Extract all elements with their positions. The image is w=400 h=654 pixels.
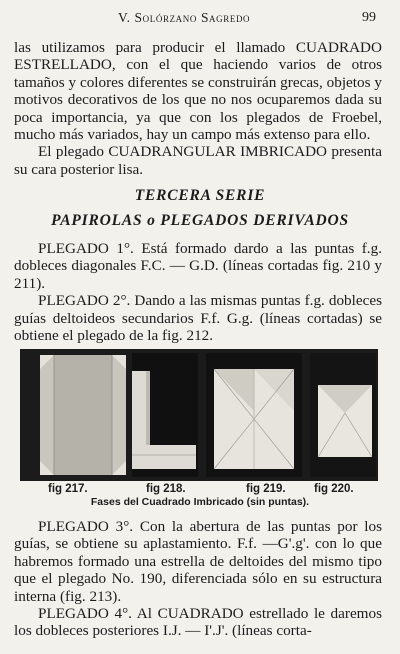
- paragraph-plegado-2: PLEGADO 2°. Dando a las mismas puntas f.g. dobleces guías deltoideos secundarios F.f. G.g. (líneas cortadas) se obtiene el plegado de la fig. 212.: [14, 292, 382, 345]
- figure-217-image: [40, 355, 126, 475]
- series-title: TERCERA SERIE: [134, 187, 266, 204]
- figure-label-217: fig 217.: [48, 483, 88, 495]
- middle-text: [14, 240, 382, 344]
- paragraph-plegado-4: PLEGADO 4°. Al CUADRADO estrellado le daremos los dobleces posteriores I.J. — I'.J'. (líneas corta-: [14, 605, 382, 640]
- figure-label-218: fig 218.: [146, 483, 186, 495]
- figure-label-219: fig 219.: [246, 483, 286, 495]
- top-text: [14, 39, 382, 178]
- paragraph-continuation: las utilizamos para producir el llamado CUADRADO ESTRELLADO, con el que haciendo varios de otros tamaños y colores diferentes se construirán grecas, objetos y motivos decorativos de los que no nos ocuparemos dada su poca importancia, ya que con los plegados de Froebel, mucho más variados, hay un campo más extenso para ello.: [14, 39, 382, 144]
- figure-218-image: [132, 353, 198, 477]
- bottom-text: [14, 518, 382, 640]
- section-title: PAPIROLAS o PLEGADOS DERIVADOS: [51, 212, 349, 229]
- page-number: 99: [362, 10, 376, 25]
- figure-label-220: fig 220.: [314, 483, 354, 495]
- folding-figures-photo: [20, 349, 378, 481]
- figure-220-image: [310, 353, 376, 477]
- paragraph-plegado-3: PLEGADO 3°. Con la abertura de las puntas por los guías, se obtiene su aplastamiento. F.f. —G'.g'. con lo que habremos formado una estrella de deltoides del mismo tipo que el plegado No. 190, diferenciada sólo en su estructura interna (fig. 213).: [14, 518, 382, 605]
- running-head: V. Solórzano Sagredo: [118, 10, 251, 25]
- figure-caption: Fases del Cuadrado Imbricado (sin puntas).: [90, 496, 310, 508]
- page-header: [0, 10, 400, 28]
- paragraph-imbricado: El plegado CUADRANGULAR IMBRICADO presenta su cara posterior lisa.: [14, 143, 382, 178]
- paragraph-plegado-1: PLEGADO 1°. Está formado dardo a las puntas f.g. dobleces diagonales F.C. — G.D. (líneas cortadas fig. 210 y 211).: [14, 240, 382, 292]
- figure-219-image: [206, 353, 302, 477]
